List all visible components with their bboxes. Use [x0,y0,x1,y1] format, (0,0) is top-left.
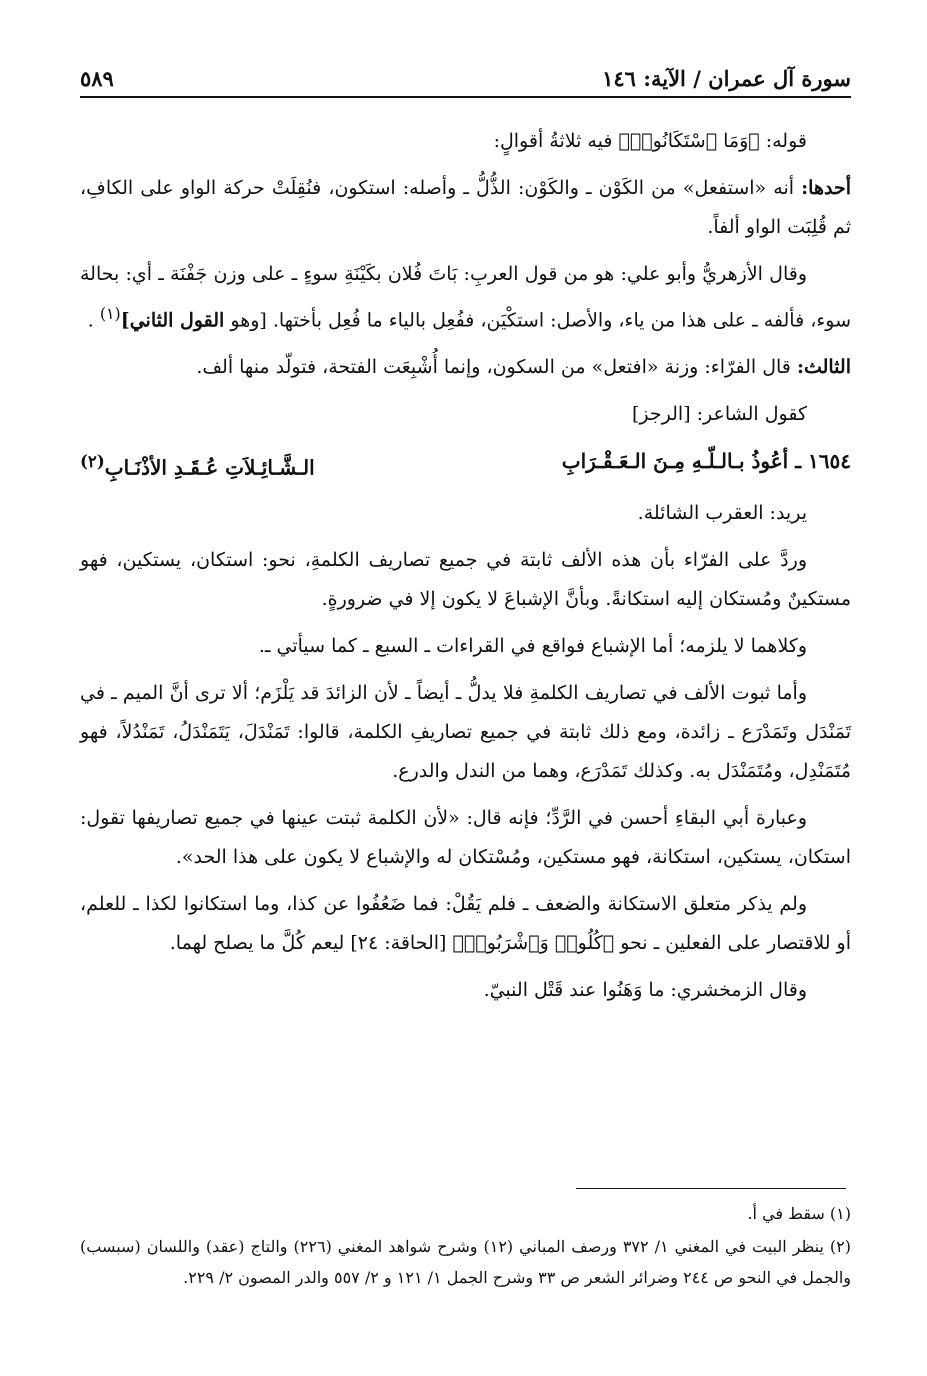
paragraph-meaning: يريد: العقرب الشائلة. [637,501,807,524]
paragraph-object: ولم يذكر متعلق الاستكانة والضعف ـ فلم يَقُلْ: فما ضَعُفُوا عن كذا، وما استكانوا لكذا ـ للعلم، أو للاقتصار على الفعلين ـ نحو ﴿كُلُوا۟ وَٱشْرَبُوا۟﴾ [الحاقة: ٢٤] ليعم كُلَّ ما يصلح لهما. [80,892,851,954]
verse-hemistich-first: ١٦٥٤ ـ أعُوذُ بـالـلّـهِ مِـنَ الـعَـقْـرَابِ [561,449,851,474]
paragraph-third-text: قال الفرّاء: وزنة «افتعل» من السكون، وإنما أُشْبِعَت الفتحة، فتولّد منها ألف. [196,356,791,379]
paragraph-second-text: وقال الأزهريُّ وأبو علي: هو من قول العربِ: بَاتَ فُلان بكَيْنَةِ سوءٍ ـ على وزن جَفْنَة ـ أي: بحالة سوء، فألفه ـ على هذا من ياء، والأصل: استكْيَن، ففُعِل بالياء ما فُعِل بأختها. [وهو [80,263,851,332]
label-first: أحدها: [801,177,851,199]
verse-hemistich-second: الـشَّـائِـلاَتِ عُـقَـدِ الأذْنَـابِ$^{(٢)}$ [80,451,315,480]
paragraph-second-opinion [80,255,851,340]
footnote-1: (١) سقط في أ. [747,1204,851,1223]
poetry-verse [80,442,851,488]
footnote-ref-1: (١) [99,304,121,323]
verse-intro: كقول الشاعر: [الرجز] [632,403,807,426]
footnotes [80,1198,851,1295]
paragraph-objection: وردَّ على الفرّاء بأن هذه الألف ثابتة في جميع تصاريف الكلمةِ، نحو: استكان، يستكين، فهو مستكينٌ ومُستكان إليه استكانةً. وبأنَّ الإشباعَ لا يكون إلا في ضرورةٍ. [80,548,851,610]
paragraph-alif: وأما ثبوت الألف في تصاريف الكلمةِ فلا يدلُّ ـ أيضاً ـ لأن الزائدَ قد يَلْزَم؛ ألا ترى أنَّ الميم ـ في تَمَنْدَل وتَمَدْرَع ـ زائدة، ومع ذلك ثابتة في جميع تصاريفِ الكلمة، قالوا: تَمَنْدَلَ، يَتَمَنْدَلُ، تَمَنْدُلاً، فهو مُتَمَنْدِل، ومُتَمَنْدَل به. وكذلك تَمَدْرَع، وهما من الندل والدرع. [80,681,851,782]
footnote-ref-2: (٢) [80,451,105,472]
running-header [80,56,851,98]
chapter-title: سورة آل عمران / الآية: ١٤٦ [602,65,851,91]
paragraph-reply: وكلاهما لا يلزمه؛ أما الإشباع فواقع في القراءات ـ السبع ـ كما سيأتي ـ. [258,634,807,657]
paragraph-abu-baqa: وعبارة أبي البقاءِ أحسن في الرَّدِّ؛ فإنه قال: «لأن الكلمة ثبتت عينها في جميع تصاريفها تقول: استكان، يستكين، استكانة، فهو مستكين، ومُسْتكان له والإشباع لا يكون على هذا الحد». [80,806,851,868]
main-text [80,122,851,1018]
paragraph-first-opinion [80,169,851,247]
page-number: ٥٨٩ [80,65,114,91]
paragraph-third-opinion [80,348,851,387]
paragraph-zamakhshari: وقال الزمخشري: ما وَهَنُوا عند قَتْل النبيّ. [483,978,807,1001]
paragraph-intro: قوله: ﴿وَمَا ٱسْتَكَانُوا۟﴾ فيه ثلاثةُ أقوالٍ: [493,130,807,152]
label-third: الثالث: [796,356,851,379]
footnote-2: (٢) ينظر البيت في المغني ١/ ٣٧٢ ورصف المباني (١٢) وشرح شواهد المغني (٢٢٦) والتاج (عقد) واللسان (سبسب) والجمل في النحو ص ٢٤٤ وضرائر الشعر ص ٣٣ وشرح الجمل ١/ ١٢١ و ٢/ ٥٥٧ والدر المصون ٢/ ٢٢٩. [80,1237,852,1287]
period: . [87,309,94,332]
paragraph-first-text: أنه «استفعل» من الكَوْن ـ والكَوْن: الذُّلُّ ـ وأصله: استكون، فنُقِلَتْ حركة الواو على الكافِ، ثم قُلِبَت الواو ألفاً. [80,177,851,238]
label-second: القول الثاني] [120,309,225,332]
footnote-separator [576,1188,846,1189]
